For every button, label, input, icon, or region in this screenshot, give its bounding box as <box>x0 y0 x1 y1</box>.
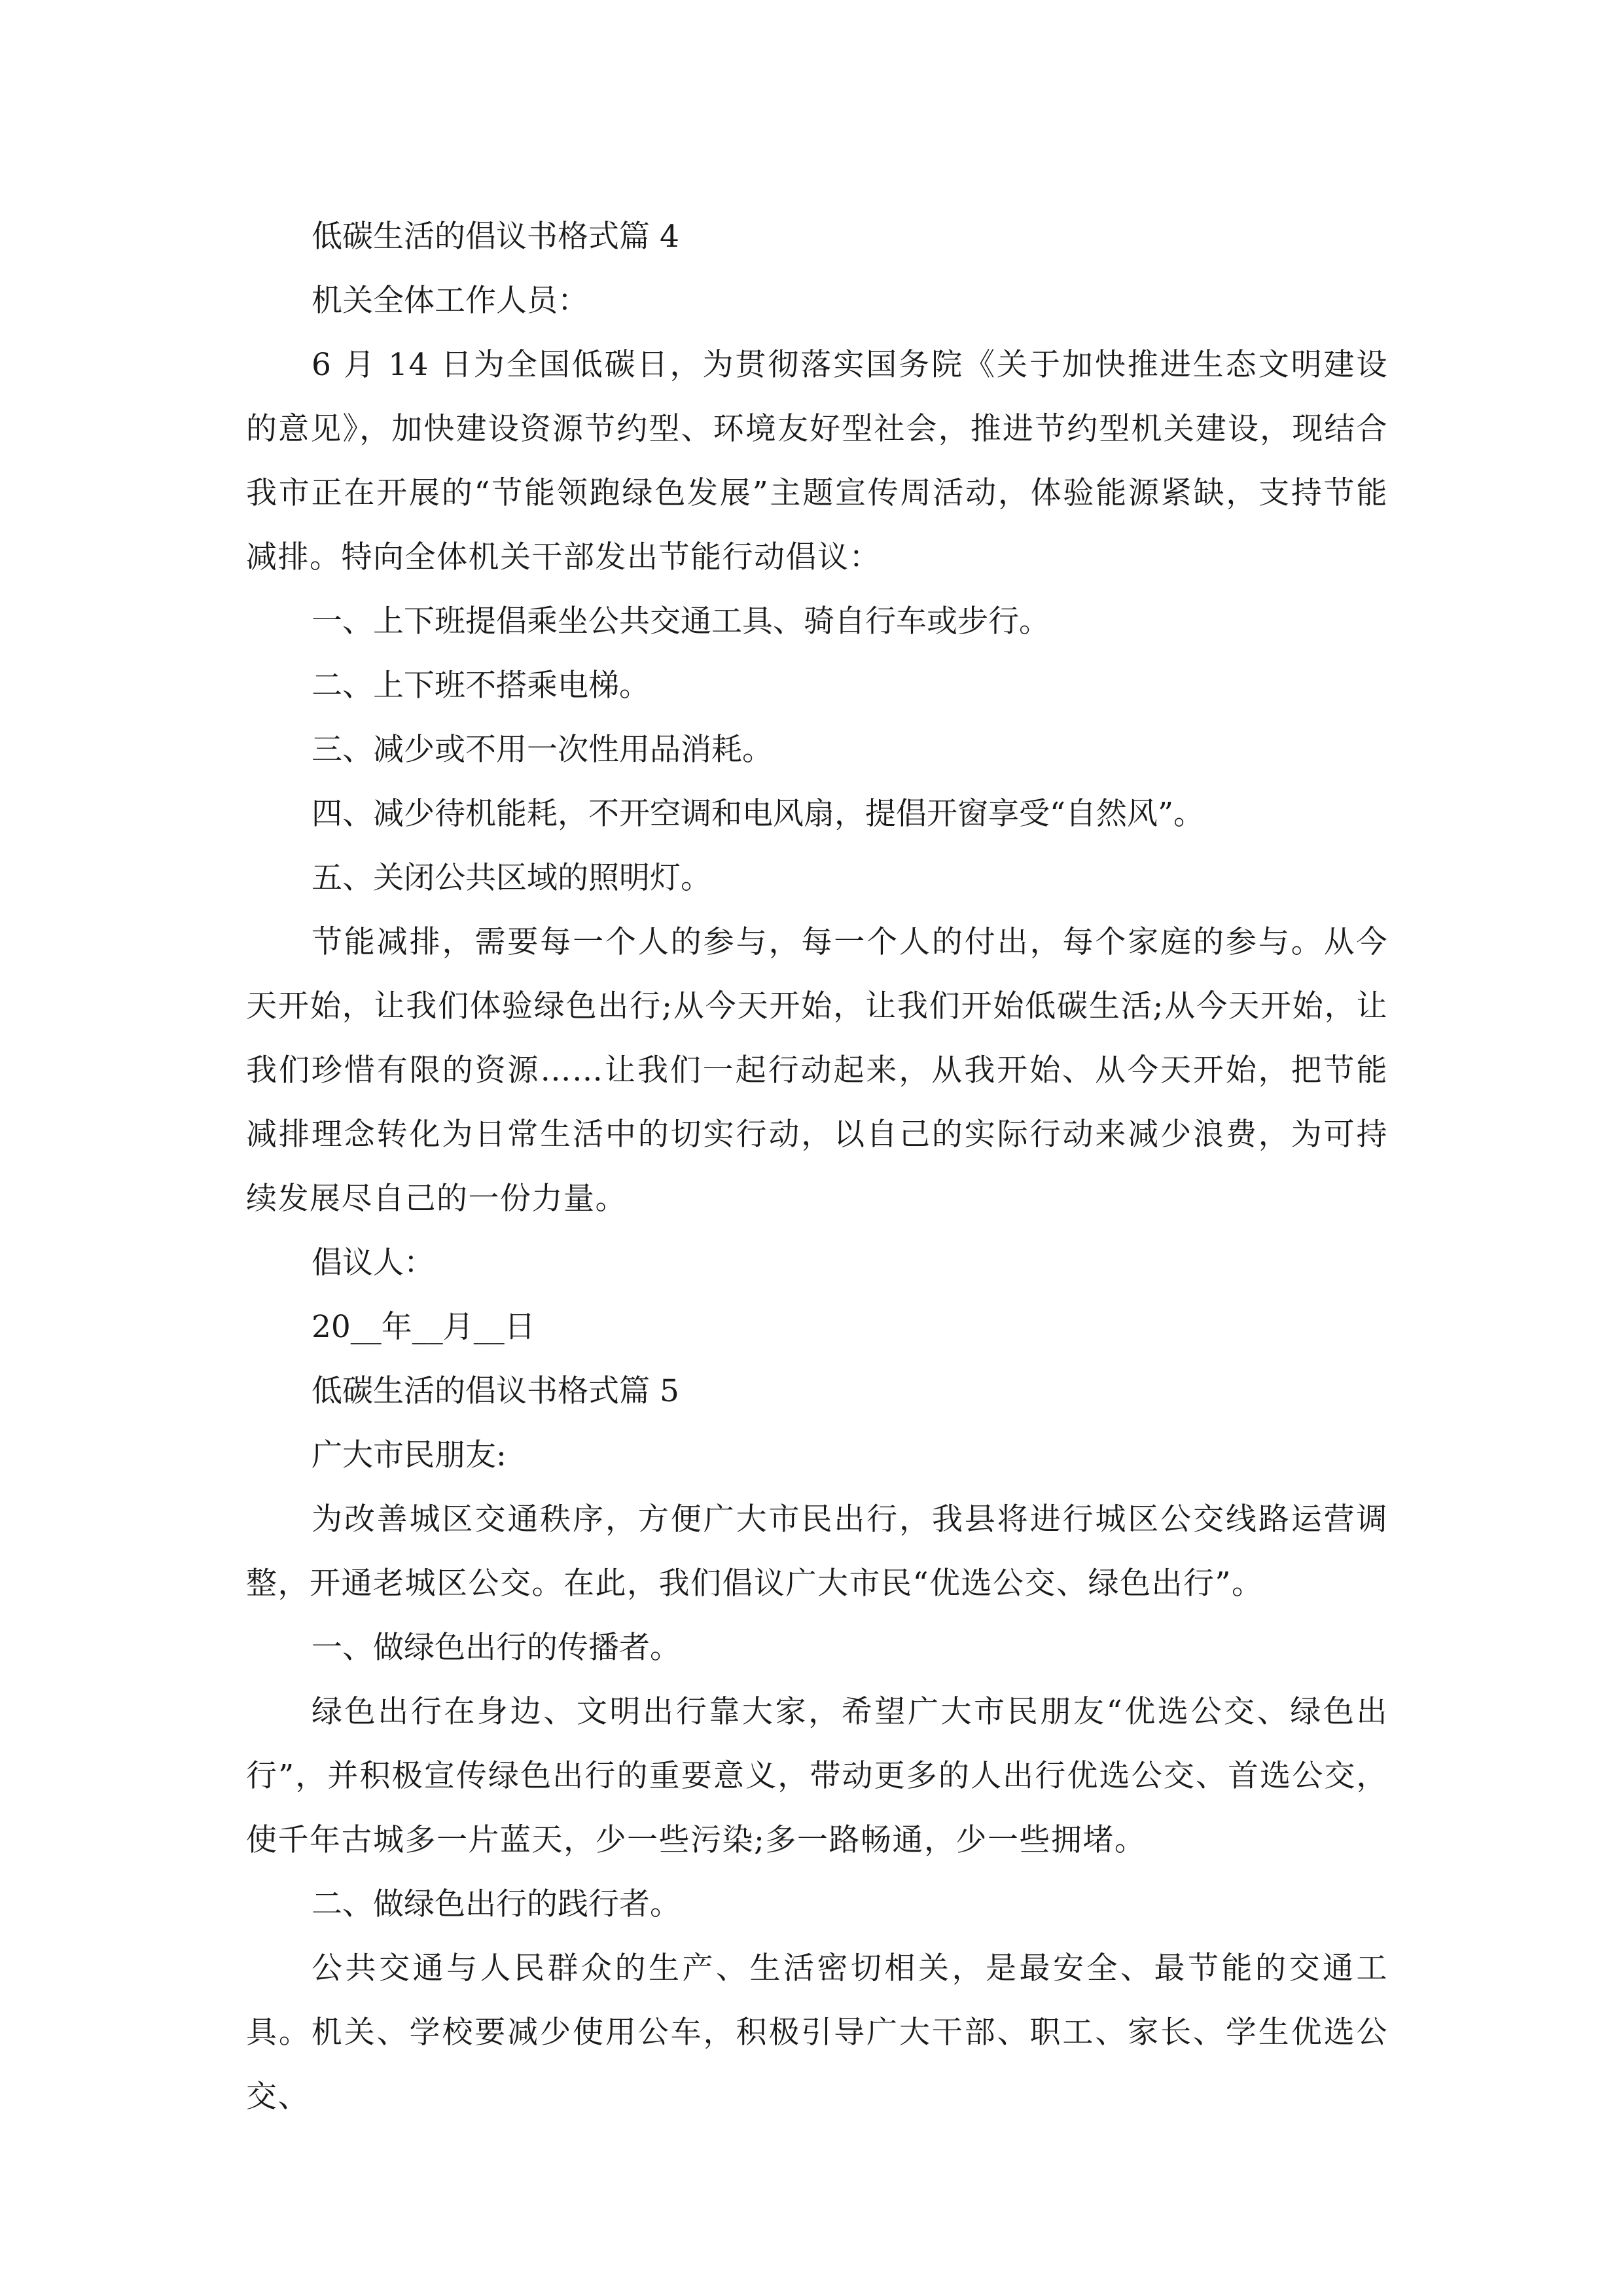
paragraph-closing-4: 节能减排，需要每一个人的参与，每一个人的付出，每个家庭的参与。从今天开始，让我们体验绿色出行;从今天开始，让我们开始低碳生活;从今天开始，让我们珍惜有限的资源……让我们一起行动起来，从我开始、从今天开始，把节能减排理念转化为日常生活中的切实行动，以自己的实际行动来减少浪费，为可持续发展尽自己的一份力量。 <box>246 924 1388 1217</box>
date-line: 20__年__月__日 <box>312 1309 535 1345</box>
paragraph-item-5-1: 绿色出行在身边、文明出行靠大家，希望广大市民朋友“优选公交、绿色出行”，并积极宣传绿色出行的重要意义，带动更多的人出行优选公交、首选公交，使千年古城多一片蓝天，少一些污染;多一路畅通，少一些拥堵。 <box>246 1694 1388 1858</box>
list-item: 二、上下班不搭乘电梯。 <box>312 668 650 704</box>
list-item: 五、关闭公共区域的照明灯。 <box>312 860 711 896</box>
list-item: 二、做绿色出行的践行者。 <box>312 1886 681 1922</box>
paragraph-item-5-2: 公共交通与人民群众的生产、生活密切相关，是最安全、最节能的交通工具。机关、学校要减少使用公车，积极引导广大干部、职工、家长、学生优选公交、 <box>246 1950 1388 2115</box>
greeting-4: 机关全体工作人员： <box>312 283 588 319</box>
signer-label: 倡议人： <box>312 1245 435 1281</box>
list-item: 一、做绿色出行的传播者。 <box>312 1630 681 1666</box>
section-heading-4: 低碳生活的倡议书格式篇 4 <box>312 219 679 255</box>
paragraph-intro-4: 6 月 14 日为全国低碳日，为贯彻落实国务院《关于加快推进生态文明建设的意见》，加快建设资源节约型、环境友好型社会，推进节约型机关建设，现结合我市正在开展的“节能领跑绿色发展”主题宣传周活动，体验能源紧缺，支持节能减排。特向全体机关干部发出节能行动倡议： <box>246 347 1388 575</box>
list-item: 三、减少或不用一次性用品消耗。 <box>312 732 773 768</box>
section-heading-5: 低碳生活的倡议书格式篇 5 <box>312 1373 679 1409</box>
document-page <box>246 205 1388 2129</box>
list-item: 一、上下班提倡乘坐公共交通工具、骑自行车或步行。 <box>312 603 1050 639</box>
greeting-5: 广大市民朋友: <box>312 1437 507 1473</box>
paragraph-intro-5: 为改善城区交通秩序，方便广大市民出行，我县将进行城区公交线路运营调整，开通老城区公交。在此，我们倡议广大市民“优选公交、绿色出行”。 <box>246 1501 1388 1602</box>
list-item: 四、减少待机能耗，不开空调和电风扇，提倡开窗享受“自然风”。 <box>312 796 1205 832</box>
